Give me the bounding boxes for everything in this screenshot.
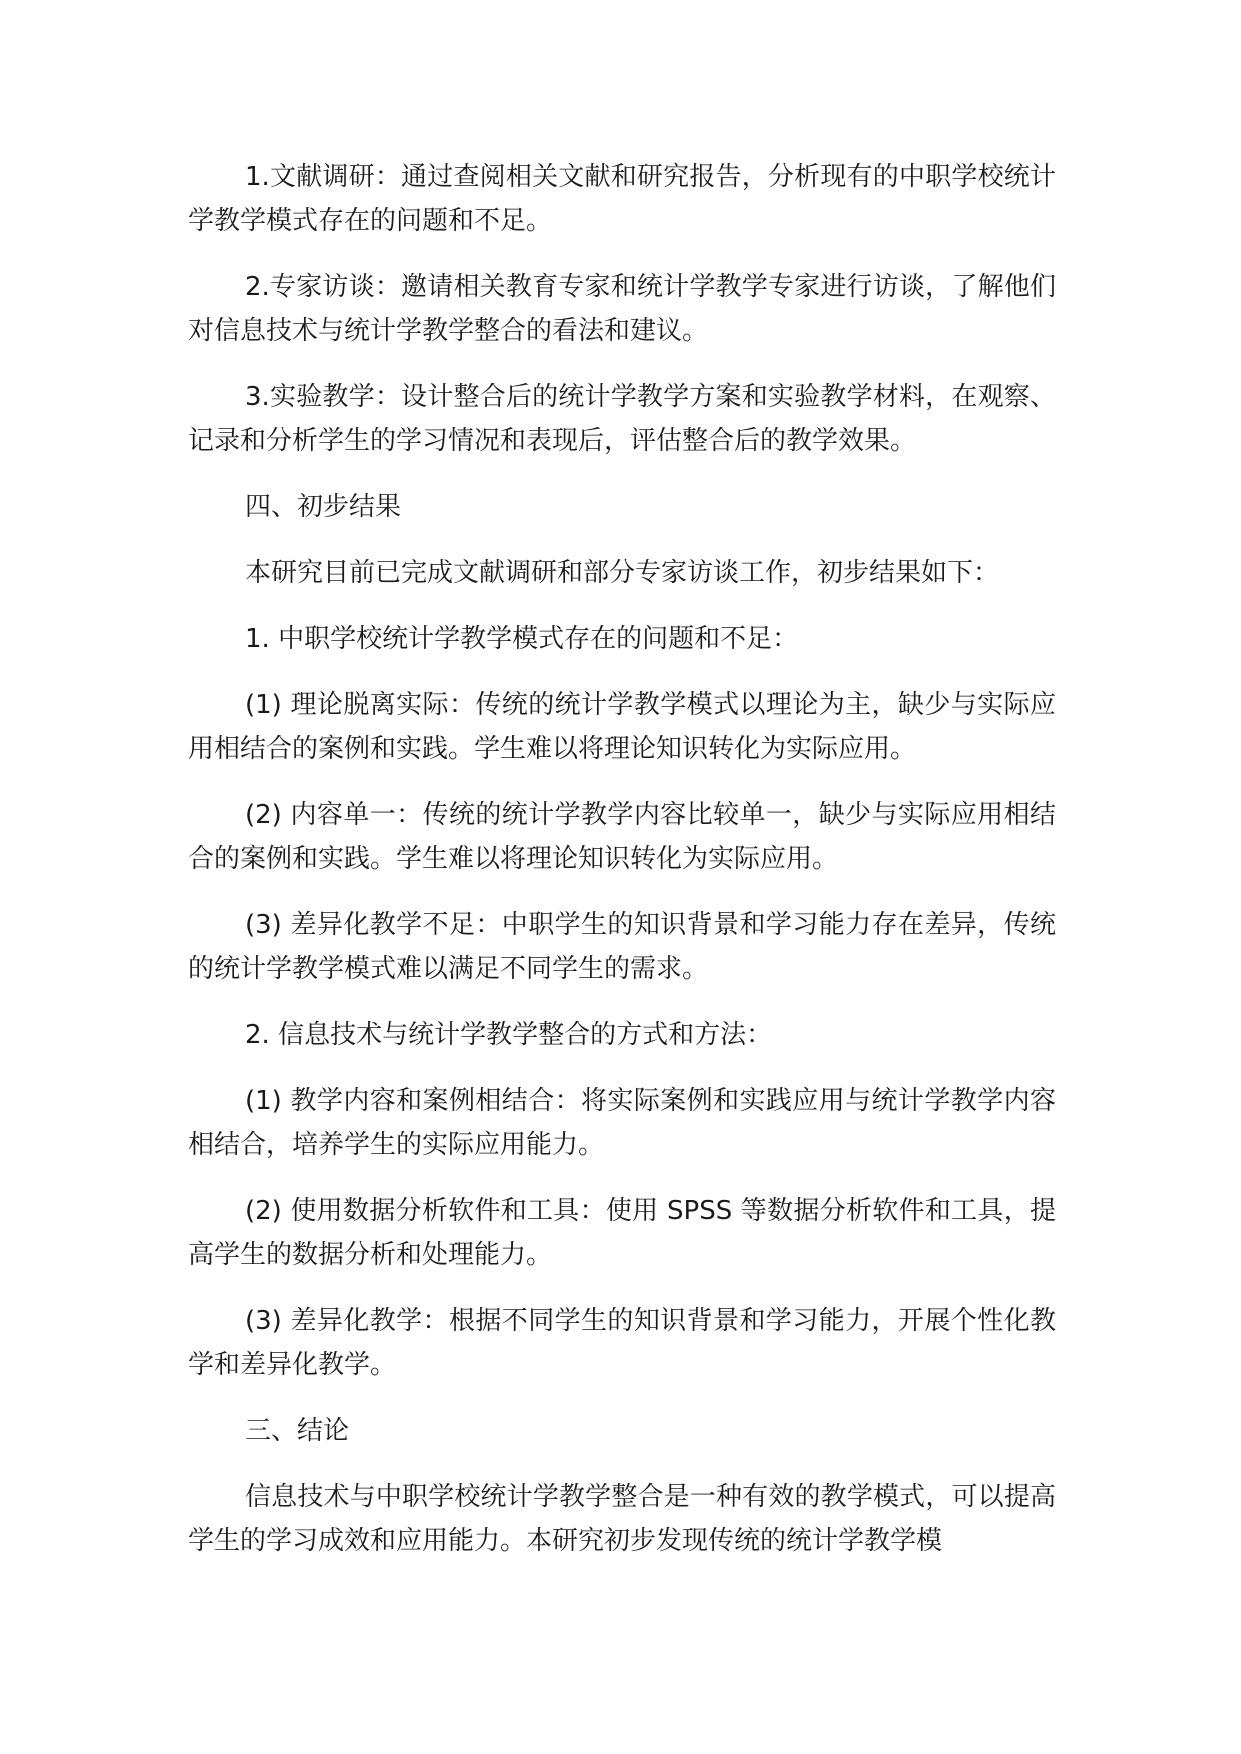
paragraph-problem-1: (1) 理论脱离实际：传统的统计学教学模式以理论为主，缺少与实际应用相结合的案例和实践。学生难以将理论知识转化为实际应用。 xyxy=(188,690,1056,764)
section-heading-preliminary-results: 四、初步结果 xyxy=(245,492,402,522)
paragraph-method-interview: 2.专家访谈：邀请相关教育专家和统计学教学专家进行访谈，了解他们对信息技术与统计学教学整合的看法和建议。 xyxy=(188,272,1056,346)
subheading-problems: 1. 中职学校统计学教学模式存在的问题和不足： xyxy=(245,624,799,654)
paragraph-method-literature: 1.文献调研：通过查阅相关文献和研究报告，分析现有的中职学校统计学教学模式存在的问题和不足。 xyxy=(188,162,1056,236)
paragraph-method-2: (2) 使用数据分析软件和工具：使用 SPSS 等数据分析软件和工具，提高学生的数据分析和处理能力。 xyxy=(188,1196,1056,1270)
document-body xyxy=(188,155,1056,1585)
section-heading-conclusion: 三、结论 xyxy=(245,1416,350,1446)
paragraph-problem-2: (2) 内容单一：传统的统计学教学内容比较单一，缺少与实际应用相结合的案例和实践。学生难以将理论知识转化为实际应用。 xyxy=(188,800,1056,874)
subheading-integration-methods: 2. 信息技术与统计学教学整合的方式和方法： xyxy=(245,1020,773,1050)
paragraph-problem-3: (3) 差异化教学不足：中职学生的知识背景和学习能力存在差异，传统的统计学教学模式难以满足不同学生的需求。 xyxy=(188,910,1056,984)
paragraph-conclusion: 信息技术与中职学校统计学教学整合是一种有效的教学模式，可以提高学生的学习成效和应用能力。本研究初步发现传统的统计学教学模 xyxy=(188,1482,1056,1556)
paragraph-method-experiment: 3.实验教学：设计整合后的统计学教学方案和实验教学材料，在观察、记录和分析学生的学习情况和表现后，评估整合后的教学效果。 xyxy=(188,382,1056,456)
paragraph-method-1: (1) 教学内容和案例相结合：将实际案例和实践应用与统计学教学内容相结合，培养学生的实际应用能力。 xyxy=(188,1086,1056,1160)
paragraph-method-3: (3) 差异化教学：根据不同学生的知识背景和学习能力，开展个性化教学和差异化教学。 xyxy=(188,1306,1056,1380)
paragraph-results-intro: 本研究目前已完成文献调研和部分专家访谈工作，初步结果如下： xyxy=(245,558,1000,588)
